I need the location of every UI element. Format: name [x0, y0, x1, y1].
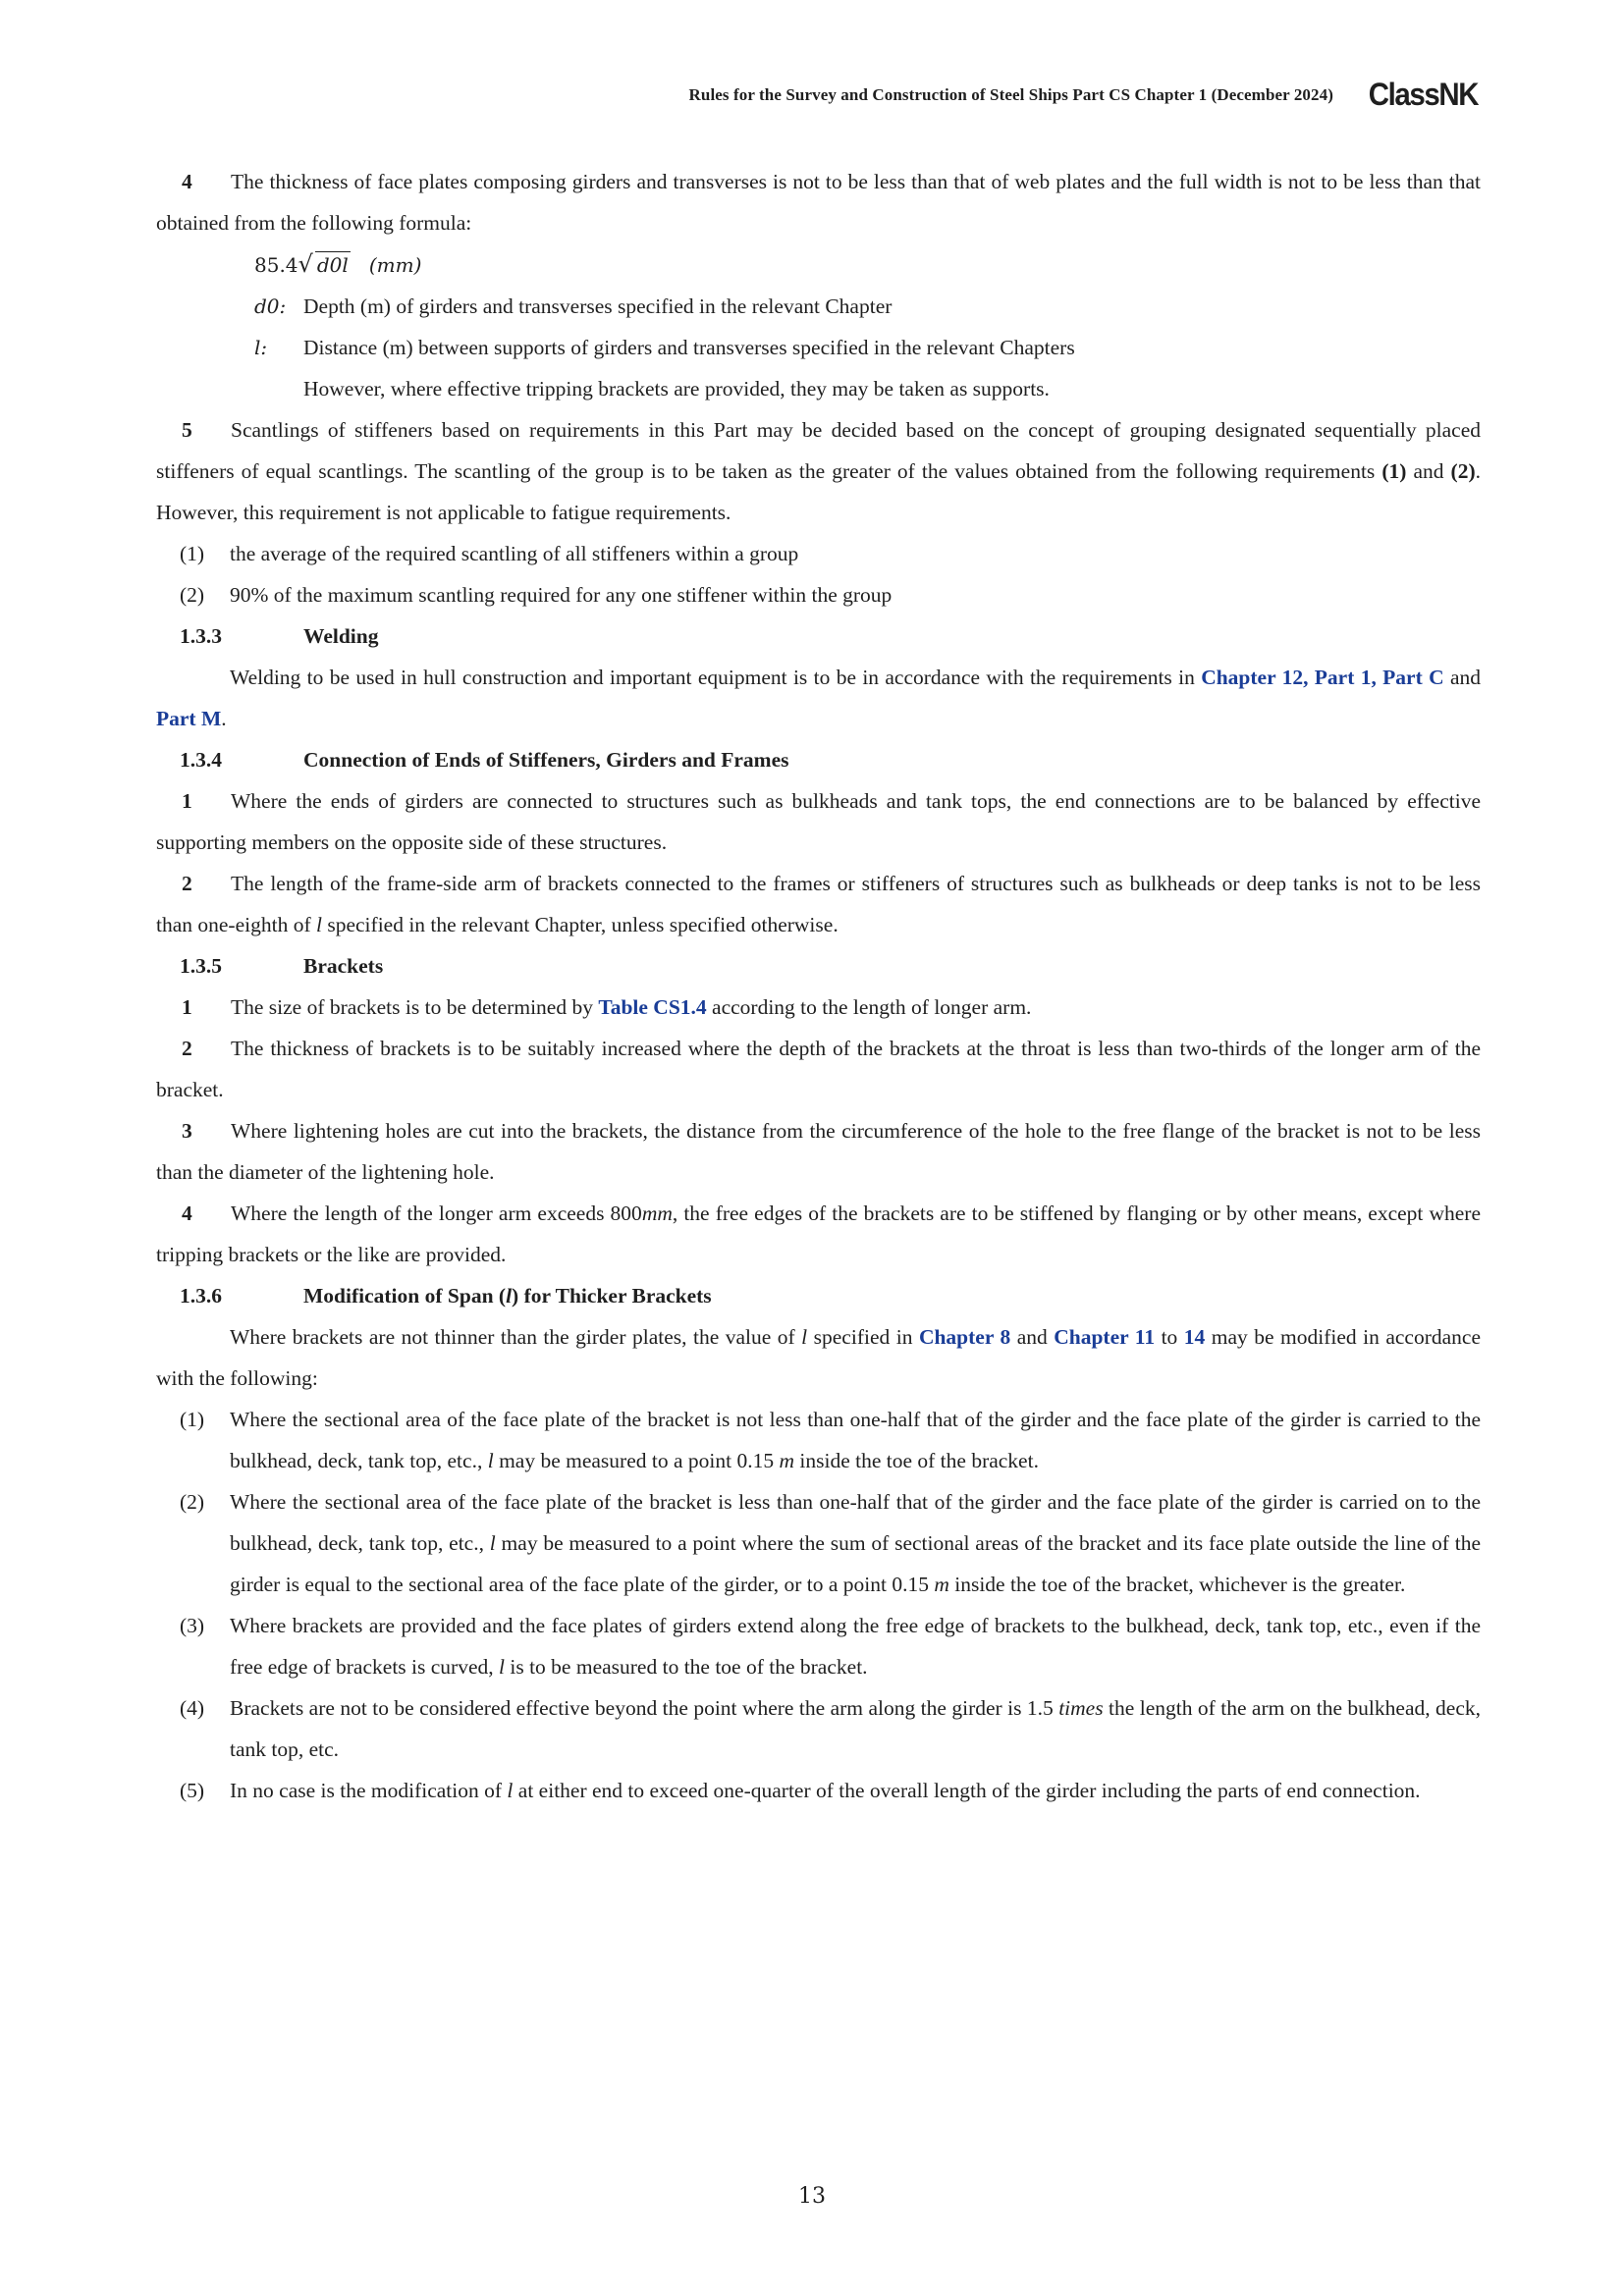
paragraph-1-3-5-1 [156, 987, 1481, 1028]
paragraph-text: according to the length of longer arm. [712, 995, 1032, 1019]
paragraph-1-3-4-2 [156, 863, 1481, 945]
paragraph-number: 3 [182, 1119, 192, 1143]
list-item-label: (3) [180, 1614, 205, 1637]
list-item-label: (2) [180, 1490, 205, 1514]
paragraph-text: , the free edges of the brackets are to be stiffened by flanging or by other means, except where tripping brackets or the like are provided. [156, 1201, 1481, 1266]
list-item-text: the average of the required scantling of all stiffeners within a group [230, 542, 799, 565]
section-title: Connection of Ends of Stiffeners, Girders and Frames [303, 748, 789, 772]
list-item-label: (4) [180, 1696, 205, 1720]
formula-unit: (mm) [368, 253, 422, 277]
word-times: times [1058, 1696, 1104, 1720]
list-item [156, 574, 1481, 615]
list-item-text: may be measured to a point 0.15 [499, 1449, 775, 1472]
paragraph-text: The length of the frame-side arm of brackets connected to the frames or stiffeners of structures such as bulkheads or deep tanks is not to be less than one-eighth of [156, 872, 1481, 936]
period: . [221, 707, 227, 730]
paragraph-number: 2 [182, 1037, 192, 1060]
formula-radicand: d0l [316, 253, 349, 277]
section-1-3-6-intro [156, 1316, 1481, 1399]
definition-d0 [156, 286, 1481, 327]
definition-l [156, 327, 1481, 368]
list-item-label: (1) [180, 1408, 205, 1431]
section-heading-1-3-5 [156, 945, 1481, 987]
symbol-l: l [507, 1779, 514, 1802]
formula-coefficient: 85.4 [254, 253, 298, 277]
section-number: 1.3.3 [180, 624, 222, 648]
classnk-logo: ClassNK [1368, 77, 1478, 112]
paragraph-4 [156, 161, 1481, 243]
definition-symbol: l: [254, 336, 268, 359]
list-item-label: (5) [180, 1779, 205, 1802]
paragraph-number: 5 [182, 418, 192, 442]
formula [156, 243, 1481, 286]
paragraph-number: 1 [182, 789, 192, 813]
paragraph-text: specified in the relevant Chapter, unless specified otherwise. [327, 913, 839, 936]
list-item [156, 1399, 1481, 1481]
paragraph-text: Welding to be used in hull construction and important equipment is to be in accordance with the requirements in [230, 666, 1195, 689]
list-item [156, 1605, 1481, 1687]
ref-item-1: (1) [1381, 459, 1407, 483]
page-number: 13 [798, 2184, 826, 2209]
conjunction: and [1016, 1325, 1048, 1349]
paragraph-text: The thickness of face plates composing girders and transverses is not to be less than that of web plates and the full width is not to be less than that obtained from the following formula: [156, 170, 1481, 235]
list-item [156, 533, 1481, 574]
list-item-text: inside the toe of the bracket. [799, 1449, 1039, 1472]
header-title: Rules for the Survey and Construction of Steel Ships Part CS Chapter 1 (December 2024) [688, 85, 1333, 104]
list-item-text: is to be measured to the toe of the bracket. [510, 1655, 868, 1679]
conjunction: to [1161, 1325, 1178, 1349]
symbol-l: l [506, 1284, 513, 1308]
list-item-text: Where the sectional area of the face plate of the bracket is less than one-half that of the girder and the face plate of the girder is carried on to the bulkhead, deck, tank top, etc., [230, 1490, 1481, 1555]
symbol-l: l [499, 1655, 505, 1679]
section-title: Modification of Span ( [303, 1284, 507, 1308]
ref-item-2: (2) [1450, 459, 1476, 483]
definition-l-continuation: However, where effective tripping brackets are provided, they may be taken as supports. [303, 377, 1050, 400]
paragraph-number: 2 [182, 872, 192, 895]
list-item-text: Where the sectional area of the face plate of the bracket is not less than one-half that of the girder and the face plate of the girder is carried to the bulkhead, deck, tank top, etc., [230, 1408, 1481, 1472]
sqrt-symbol: √ [298, 250, 313, 278]
paragraph-1-3-5-4 [156, 1193, 1481, 1275]
definition-symbol: d0: [254, 294, 287, 318]
link-table-cs1-4[interactable]: Table CS1.4 [598, 995, 707, 1019]
paragraph-text-tail: . However, this requirement is not applicable to fatigue requirements. [156, 459, 1481, 524]
list-item-text: the length of the arm on the bulkhead, deck, tank top, etc. [230, 1696, 1481, 1761]
definition-text: Depth (m) of girders and transverses specified in the relevant Chapter [303, 294, 893, 318]
paragraph-5 [156, 409, 1481, 533]
list-item [156, 1770, 1481, 1811]
list-item-text: at either end to exceed one-quarter of the overall length of the girder including the parts of end connection. [517, 1779, 1421, 1802]
symbol-l: l [487, 1449, 494, 1472]
link-chapter-8[interactable]: Chapter 8 [918, 1325, 1011, 1349]
paragraph-text: specified in [813, 1325, 913, 1349]
paragraph-text: Scantlings of stiffeners based on requirements in this Part may be decided based on the concept of grouping designated sequentially placed stiffeners of equal scantlings. The scantling of the group is to be taken as the greater of the values obtained from the following requirements [156, 418, 1481, 483]
document-body [156, 161, 1481, 1811]
conjunction: and [1413, 459, 1444, 483]
paragraph-text: Where the ends of girders are connected to structures such as bulkheads and tank tops, the end connections are to be balanced by effective supporting members on the opposite side of these structures. [156, 789, 1481, 854]
unit-m: m [779, 1449, 794, 1472]
unit-m: m [934, 1573, 949, 1596]
link-chapter-11[interactable]: Chapter 11 [1054, 1325, 1156, 1349]
symbol-l: l [801, 1325, 808, 1349]
list-item [156, 1481, 1481, 1605]
list-item-text: In no case is the modification of [230, 1779, 503, 1802]
section-number: 1.3.5 [180, 954, 222, 978]
list-item-text: inside the toe of the bracket, whichever is the greater. [954, 1573, 1406, 1596]
paragraph-1-3-4-1 [156, 780, 1481, 863]
list-item-label: (2) [180, 583, 205, 607]
section-title: ) for Thicker Brackets [512, 1284, 712, 1308]
list-item [156, 1687, 1481, 1770]
paragraph-1-3-5-3 [156, 1110, 1481, 1193]
paragraph-1-3-5-2 [156, 1028, 1481, 1110]
page-header [0, 77, 1478, 116]
paragraph-text: may be modified in accordance with the following: [156, 1325, 1482, 1390]
list-item-text: Where brackets are provided and the face plates of girders extend along the free edge of brackets to the bulkhead, deck, tank top, etc., even if the free edge of brackets is curved, [230, 1614, 1481, 1679]
conjunction: and [1449, 666, 1482, 689]
list-item-text: may be measured to a point where the sum of sectional areas of the bracket and its face plate outside the line of the girder is equal to the sectional area of the face plate of the girder, or to a point 0.15 [230, 1531, 1482, 1596]
paragraph-text: Where brackets are not thinner than the girder plates, the value of [230, 1325, 795, 1349]
section-title: Brackets [303, 954, 384, 978]
section-heading-1-3-6 [156, 1275, 1481, 1316]
link-chapter-14[interactable]: 14 [1183, 1325, 1206, 1349]
section-title: Welding [303, 624, 379, 648]
paragraph-number: 4 [182, 170, 192, 193]
section-1-3-3-text [156, 657, 1481, 739]
list-item-text: 90% of the maximum scantling required for any one stiffener within the group [230, 583, 893, 607]
section-number: 1.3.6 [180, 1284, 222, 1308]
section-heading-1-3-4 [156, 739, 1481, 780]
paragraph-number: 1 [182, 995, 192, 1019]
link-part-m[interactable]: Part M [156, 707, 222, 730]
section-heading-1-3-3 [156, 615, 1481, 657]
unit-mm: mm [641, 1201, 673, 1225]
definition-text: Distance (m) between supports of girders and transverses specified in the relevant Chapters [303, 336, 1075, 359]
paragraph-number: 4 [182, 1201, 192, 1225]
link-chapter-12-part-1-part-c[interactable]: Chapter 12, Part 1, Part C [1201, 666, 1444, 689]
paragraph-text: The size of brackets is to be determined by [231, 995, 593, 1019]
paragraph-text: Where lightening holes are cut into the brackets, the distance from the circumference of the hole to the free flange of the bracket is not to be less than the diameter of the lightening hole. [156, 1119, 1481, 1184]
symbol-l: l [316, 913, 322, 936]
paragraph-text: Where the length of the longer arm exceeds 800 [231, 1201, 642, 1225]
paragraph-text: The thickness of brackets is to be suitably increased where the depth of the brackets at the throat is less than two-thirds of the longer arm of the bracket. [156, 1037, 1481, 1101]
list-item-text: Brackets are not to be considered effective beyond the point where the arm along the girder is 1.5 [230, 1696, 1054, 1720]
list-item-label: (1) [180, 542, 205, 565]
section-number: 1.3.4 [180, 748, 222, 772]
symbol-l: l [489, 1531, 496, 1555]
